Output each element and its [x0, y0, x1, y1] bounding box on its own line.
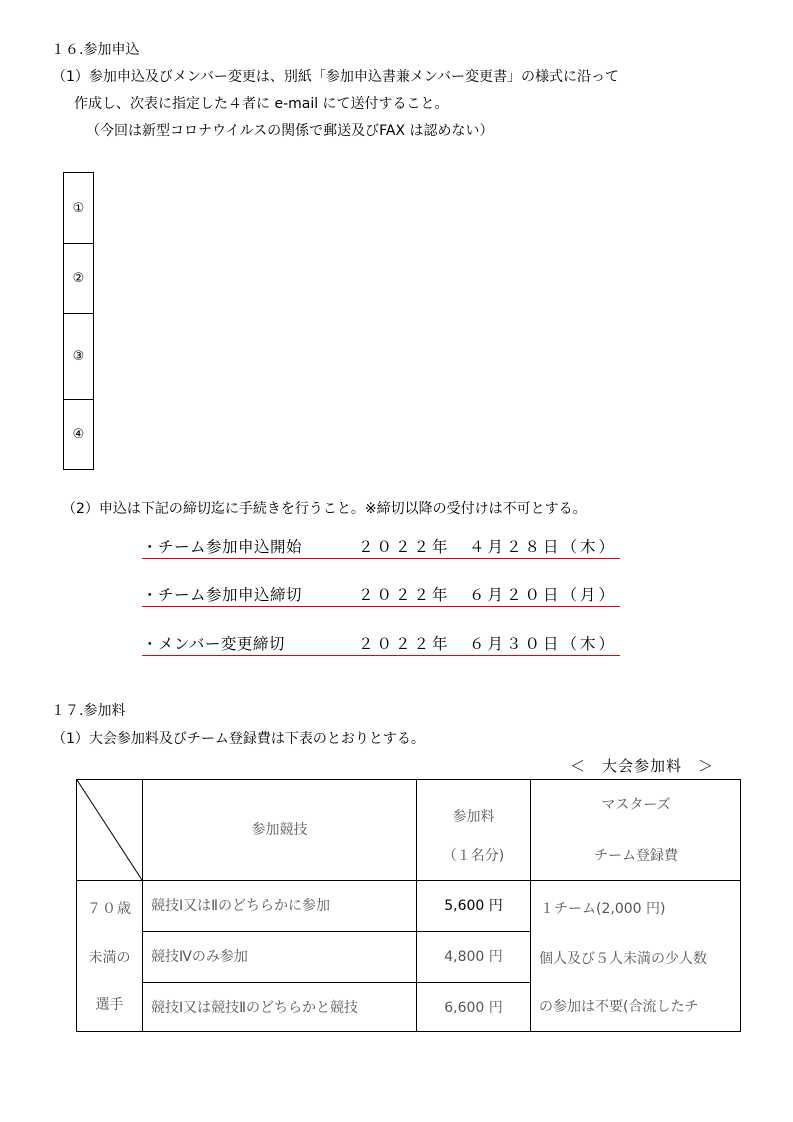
masters-line-3: の参加は不要(合流したチ: [539, 999, 699, 1015]
table-row-event: 競技Ⅳのみ参加: [151, 949, 248, 965]
section-16-item1-line1: （1）参加申込及びメンバー変更は、別紙「参加申込書兼メンバー変更書」の様式に沿って: [52, 69, 619, 85]
row-group-label-line1: ７０歳: [87, 901, 132, 917]
table-row-event: 競技Ⅰ又はⅡのどちらかに参加: [151, 898, 331, 914]
header-masters-line1: マスターズ: [601, 797, 671, 813]
deadline-date: ２０２２年 ４月２８日（木）: [358, 538, 618, 556]
row-group-label: [77, 881, 142, 1033]
deadline-row: [142, 633, 620, 656]
deadline-label: ・チーム参加申込開始: [142, 538, 303, 556]
row-group-label-line3: 選手: [95, 997, 124, 1013]
masters-line-1: １チーム(2,000 円): [540, 901, 666, 917]
deadline-date: ２０２２年 ６月２０日（月）: [358, 586, 618, 604]
deadline-row: [142, 536, 620, 559]
header-event: 参加競技: [251, 822, 308, 838]
table-row-fee: 6,600 円: [444, 1000, 503, 1016]
deadline-row: [142, 584, 620, 607]
recipient-cell-2: ②: [63, 243, 94, 314]
header-fee-line2: （１名分): [442, 848, 505, 864]
header-masters: [531, 780, 741, 880]
corner-diagonal: [77, 780, 142, 880]
fee-table: [76, 779, 741, 1032]
recipient-cell-1: ①: [63, 172, 94, 244]
deadline-label: ・メンバー変更締切: [142, 635, 285, 653]
deadline-label: ・チーム参加申込締切: [142, 586, 303, 604]
section-16-heading: １６.参加申込: [51, 42, 140, 58]
section-16-item2: （2）申込は下記の締切迄に手続きを行うこと。※締切以降の受付けは不可とする。: [62, 501, 587, 517]
section-16-item1-note: （今回は新型コロナウイルスの関係で郵送及びFAX は認めない）: [86, 123, 494, 139]
deadline-date: ２０２２年 ６月３０日（木）: [358, 635, 618, 653]
row-group-label-line2: 未満の: [88, 950, 131, 966]
table-caption: ＜ 大会参加料 ＞: [570, 757, 715, 775]
section-17-heading: １７.参加料: [51, 703, 126, 719]
recipient-cell-3: ③: [63, 314, 94, 400]
header-fee-line1: 参加料: [452, 809, 495, 825]
masters-line-2: 個人及び５人未満の少人数: [539, 951, 707, 967]
section-16-item1-line2: 作成し、次表に指定した４者に e-mail にて送付すること。: [74, 96, 449, 112]
table-row-fee: 4,800 円: [444, 949, 503, 965]
recipient-cell-4: ④: [63, 400, 94, 470]
header-fee: [417, 780, 530, 880]
header-masters-line2: チーム登録費: [594, 848, 678, 864]
table-row-fee: 5,600 円: [444, 898, 503, 914]
table-row-event: 競技Ⅰ又は競技Ⅱのどちらかと競技: [151, 1000, 359, 1016]
section-17-item1: （1）大会参加料及びチーム登録費は下表のとおりとする。: [52, 731, 425, 747]
